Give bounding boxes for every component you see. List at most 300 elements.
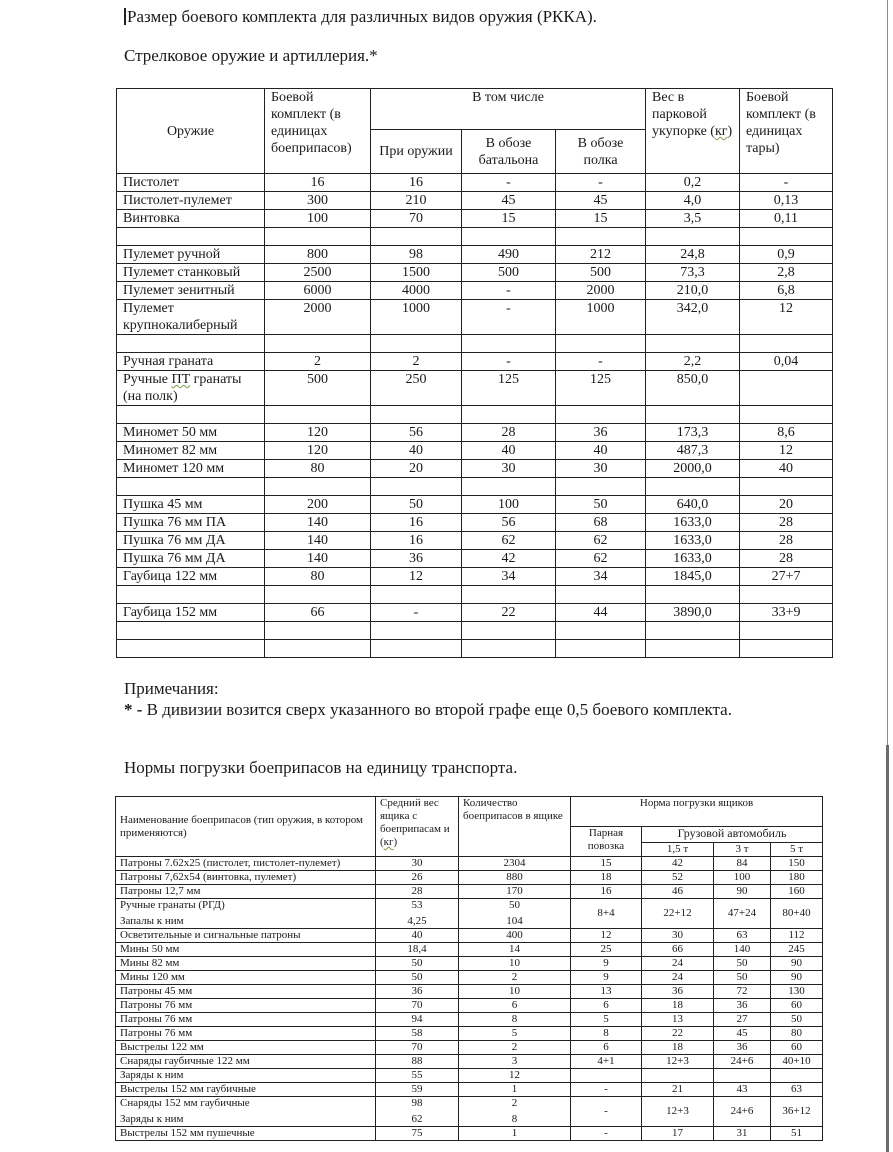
cell-regiment: -	[556, 174, 646, 192]
cell-name: Миномет 120 мм	[117, 460, 265, 478]
cell-weight: 850,0	[646, 371, 740, 406]
cell-t3: 50	[714, 957, 771, 971]
cell-packs: 0,04	[740, 353, 833, 371]
cell-t5: 51	[771, 1127, 823, 1141]
cell-cart: 4+1	[571, 1055, 642, 1069]
cell-set: 16	[265, 174, 371, 192]
cell-set: 140	[265, 550, 371, 568]
cell-at_weapon: 250	[371, 371, 462, 406]
cell-cart: -	[571, 1127, 642, 1141]
cell-name: Снаряды 152 мм гаубичные Заряды к ним	[116, 1097, 376, 1127]
cell-t3: 24+6	[714, 1097, 771, 1127]
table-row-spacer	[117, 622, 833, 640]
cell-set	[265, 335, 371, 353]
table-row	[116, 899, 823, 929]
cell-packs: 28	[740, 550, 833, 568]
cell-t3: 140	[714, 943, 771, 957]
table-row	[116, 857, 823, 871]
cell-weight: 40	[376, 929, 459, 943]
table-row	[117, 264, 833, 282]
header-weight: Вес в парковой укупорке (кг)	[646, 89, 740, 174]
cell-cart: 6	[571, 1041, 642, 1055]
cell-t5: 40+10	[771, 1055, 823, 1069]
cell-at_weapon: 36	[371, 550, 462, 568]
cell-weight: 88	[376, 1055, 459, 1069]
cell-name	[117, 335, 265, 353]
table-row	[116, 943, 823, 957]
cell-cart: 15	[571, 857, 642, 871]
cell-packs	[740, 228, 833, 246]
table-row	[116, 1013, 823, 1027]
cell-t5: 90	[771, 957, 823, 971]
section-title-loading-norms: Нормы погрузки боеприпасов на единицу транспорта.	[124, 758, 518, 777]
header-combat-set-units: Боевой комплект (в единицах боеприпасов)	[265, 89, 371, 174]
table-row-spacer	[117, 586, 833, 604]
table-row	[117, 550, 833, 568]
cell-battalion	[462, 406, 556, 424]
cell-regiment	[556, 406, 646, 424]
table-row	[117, 282, 833, 300]
table-row-spacer	[117, 335, 833, 353]
cell-battalion: 42	[462, 550, 556, 568]
cell-qty: 8	[459, 1013, 571, 1027]
cell-set: 800	[265, 246, 371, 264]
cell-t15: 12+3	[642, 1097, 714, 1127]
header-cart: Парная повозка	[571, 827, 642, 857]
cell-weight: 55	[376, 1069, 459, 1083]
cell-qty: 3	[459, 1055, 571, 1069]
cell-weight: 210,0	[646, 282, 740, 300]
cell-qty: 6	[459, 999, 571, 1013]
cell-set	[265, 586, 371, 604]
cell-t15: 12+3	[642, 1055, 714, 1069]
cell-t3	[714, 1069, 771, 1083]
cell-t3: 36	[714, 999, 771, 1013]
cell-name	[117, 622, 265, 640]
cell-name: Выстрелы 152 мм пушечные	[116, 1127, 376, 1141]
cell-regiment: 34	[556, 568, 646, 586]
cell-weight: 1633,0	[646, 514, 740, 532]
cell-t15: 22	[642, 1027, 714, 1041]
cell-battalion: 125	[462, 371, 556, 406]
cell-t5: 245	[771, 943, 823, 957]
cell-battalion: 15	[462, 210, 556, 228]
header-truck: Грузовой автомобиль	[642, 827, 823, 843]
cell-set: 6000	[265, 282, 371, 300]
table-row	[116, 871, 823, 885]
cell-name: Пушка 45 мм	[117, 496, 265, 514]
cell-weight: 3890,0	[646, 604, 740, 622]
cell-weight	[646, 586, 740, 604]
cell-packs	[740, 406, 833, 424]
cell-at_weapon	[371, 228, 462, 246]
cell-regiment: 62	[556, 532, 646, 550]
table-row	[117, 174, 833, 192]
cell-weight: 1633,0	[646, 532, 740, 550]
cell-regiment	[556, 640, 646, 658]
cell-t3: 45	[714, 1027, 771, 1041]
cell-regiment	[556, 228, 646, 246]
table-row	[116, 999, 823, 1013]
cell-weight: 2,2	[646, 353, 740, 371]
cell-weight: 30	[376, 857, 459, 871]
table-row	[116, 929, 823, 943]
cell-name	[117, 478, 265, 496]
cell-packs: 27+7	[740, 568, 833, 586]
cell-t15: 42	[642, 857, 714, 871]
cell-qty: 1	[459, 1083, 571, 1097]
cell-set	[265, 228, 371, 246]
cell-regiment: 45	[556, 192, 646, 210]
cell-name	[117, 586, 265, 604]
cell-packs: 12	[740, 300, 833, 335]
cell-t3: 36	[714, 1041, 771, 1055]
cell-weight: 26	[376, 871, 459, 885]
cell-t3: 27	[714, 1013, 771, 1027]
table-row-spacer	[117, 406, 833, 424]
cell-battalion: 30	[462, 460, 556, 478]
cell-packs	[740, 371, 833, 406]
table-row	[116, 957, 823, 971]
cell-name: Винтовка	[117, 210, 265, 228]
table-row	[117, 424, 833, 442]
table-row	[116, 1097, 823, 1127]
cell-qty: 880	[459, 871, 571, 885]
cell-t5: 130	[771, 985, 823, 999]
cell-at_weapon: 16	[371, 174, 462, 192]
cell-at_weapon: 20	[371, 460, 462, 478]
cell-set: 100	[265, 210, 371, 228]
page-edge-line	[887, 0, 888, 745]
cell-qty: 400	[459, 929, 571, 943]
cell-regiment: 36	[556, 424, 646, 442]
cell-t15: 30	[642, 929, 714, 943]
cell-t15: 18	[642, 999, 714, 1013]
cell-set: 500	[265, 371, 371, 406]
cell-cart: 5	[571, 1013, 642, 1027]
cell-weight: 70	[376, 1041, 459, 1055]
cell-t15: 52	[642, 871, 714, 885]
cell-t15: 22+12	[642, 899, 714, 929]
cell-set: 2000	[265, 300, 371, 335]
table-row	[117, 353, 833, 371]
cell-at_weapon: -	[371, 604, 462, 622]
cell-at_weapon: 16	[371, 532, 462, 550]
cell-name: Заряды к ним	[116, 1069, 376, 1083]
cell-weight	[646, 478, 740, 496]
cell-at_weapon: 1000	[371, 300, 462, 335]
cell-cart: 9	[571, 971, 642, 985]
cell-packs: 8,6	[740, 424, 833, 442]
table-row	[117, 460, 833, 478]
cell-packs	[740, 478, 833, 496]
cell-name: Пулемет крупнокалиберный	[117, 300, 265, 335]
cell-t3: 72	[714, 985, 771, 999]
cell-t5: 36+12	[771, 1097, 823, 1127]
cell-battalion: 100	[462, 496, 556, 514]
table-row	[117, 371, 833, 406]
cell-name: Пушка 76 мм ДА	[117, 532, 265, 550]
cell-weight: 4,0	[646, 192, 740, 210]
cell-regiment: 15	[556, 210, 646, 228]
cell-regiment: 68	[556, 514, 646, 532]
cell-cart	[571, 1069, 642, 1083]
table-row-spacer	[117, 228, 833, 246]
document-title[interactable]: Размер боевого комплекта для различных видов оружия (РККА).	[124, 7, 597, 27]
cell-at_weapon: 50	[371, 496, 462, 514]
cell-set	[265, 406, 371, 424]
cell-weight: 342,0	[646, 300, 740, 335]
cell-battalion	[462, 622, 556, 640]
table-row	[117, 300, 833, 335]
cell-name: Патроны 76 мм	[116, 1013, 376, 1027]
table-row	[116, 985, 823, 999]
cell-name: Патроны 12,7 мм	[116, 885, 376, 899]
cell-t3: 100	[714, 871, 771, 885]
cell-qty: 10	[459, 957, 571, 971]
cell-regiment: 125	[556, 371, 646, 406]
header-qty: Количество боеприпасов в ящике	[459, 797, 571, 857]
cell-packs: 33+9	[740, 604, 833, 622]
cell-name	[117, 406, 265, 424]
cell-regiment: 1000	[556, 300, 646, 335]
cell-t15: 21	[642, 1083, 714, 1097]
cell-at_weapon: 40	[371, 442, 462, 460]
cell-weight: 94	[376, 1013, 459, 1027]
cell-qty: 170	[459, 885, 571, 899]
cell-weight: 173,3	[646, 424, 740, 442]
cell-battalion: 40	[462, 442, 556, 460]
cell-battalion: 34	[462, 568, 556, 586]
cell-name: Патроны 45 мм	[116, 985, 376, 999]
cell-battalion	[462, 640, 556, 658]
cell-at_weapon: 98	[371, 246, 462, 264]
cell-packs: 0,11	[740, 210, 833, 228]
header-avg-weight: Средний вес ящика с боеприпасам и (кг)	[376, 797, 459, 857]
cell-set: 2	[265, 353, 371, 371]
cell-t5: 63	[771, 1083, 823, 1097]
cell-weight: 18,4	[376, 943, 459, 957]
cell-t5: 80	[771, 1027, 823, 1041]
cell-packs: 2,8	[740, 264, 833, 282]
cell-battalion: 62	[462, 532, 556, 550]
cell-t5	[771, 1069, 823, 1083]
table-row	[116, 1041, 823, 1055]
cell-t15	[642, 1069, 714, 1083]
cell-t3: 24+6	[714, 1055, 771, 1069]
cell-name: Выстрелы 152 мм гаубичные	[116, 1083, 376, 1097]
cell-t5: 112	[771, 929, 823, 943]
table-row	[116, 1055, 823, 1069]
cell-weight	[646, 335, 740, 353]
header-at-weapon: При оружии	[371, 130, 462, 174]
cell-t3: 90	[714, 885, 771, 899]
header-truck-5t: 5 т	[771, 843, 823, 857]
cell-t5: 150	[771, 857, 823, 871]
section-title-small-arms[interactable]: Стрелковое оружие и артиллерия.*	[124, 46, 378, 65]
cell-qty: 2	[459, 971, 571, 985]
table-row	[117, 246, 833, 264]
cell-weight: 3,5	[646, 210, 740, 228]
cell-name: Патроны 76 мм	[116, 999, 376, 1013]
cell-weight: 59	[376, 1083, 459, 1097]
cell-t3: 50	[714, 971, 771, 985]
cell-name	[117, 228, 265, 246]
cell-weight: 98 62	[376, 1097, 459, 1127]
cell-t5: 60	[771, 1041, 823, 1055]
cell-qty: 10	[459, 985, 571, 999]
cell-cart: 12	[571, 929, 642, 943]
cell-t15: 24	[642, 971, 714, 985]
cell-name: Ручная граната	[117, 353, 265, 371]
cell-weight	[646, 228, 740, 246]
cell-qty: 14	[459, 943, 571, 957]
cell-set: 80	[265, 568, 371, 586]
cell-name	[117, 640, 265, 658]
cell-cart: 6	[571, 999, 642, 1013]
cell-name: Ручные гранаты (РГД) Запалы к ним	[116, 899, 376, 929]
cell-weight: 1633,0	[646, 550, 740, 568]
cell-name: Пушка 76 мм ПА	[117, 514, 265, 532]
cell-at_weapon	[371, 478, 462, 496]
cell-weight: 487,3	[646, 442, 740, 460]
header-truck-3t: 3 т	[714, 843, 771, 857]
cell-at_weapon: 1500	[371, 264, 462, 282]
cell-battalion: 56	[462, 514, 556, 532]
cell-cart: -	[571, 1083, 642, 1097]
cell-name: Миномет 82 мм	[117, 442, 265, 460]
cell-cart: 25	[571, 943, 642, 957]
loading-norms-table[interactable]	[115, 796, 823, 1141]
cell-battalion: 45	[462, 192, 556, 210]
cell-name: Выстрелы 122 мм	[116, 1041, 376, 1055]
cell-weight: 53 4,25	[376, 899, 459, 929]
cell-regiment: 50	[556, 496, 646, 514]
cell-set: 200	[265, 496, 371, 514]
cell-at_weapon: 56	[371, 424, 462, 442]
cell-packs	[740, 586, 833, 604]
cell-t3: 31	[714, 1127, 771, 1141]
cell-weight	[646, 406, 740, 424]
header-combat-set-packs: Боевой комплект (в единицах тары)	[740, 89, 833, 174]
cell-cart: -	[571, 1097, 642, 1127]
table-row	[116, 971, 823, 985]
cell-name: Патроны 7.62x25 (пистолет, пистолет-пулемет)	[116, 857, 376, 871]
table-row-spacer	[117, 478, 833, 496]
text-cursor	[124, 8, 126, 25]
cell-name: Осветительные и сигнальные патроны	[116, 929, 376, 943]
cell-qty: 1	[459, 1127, 571, 1141]
cell-t15: 36	[642, 985, 714, 999]
cell-battalion: 500	[462, 264, 556, 282]
header-ammo-name: Наименование боеприпасов (тип оружия, в котором применяются)	[116, 797, 376, 857]
table-row	[116, 1027, 823, 1041]
cell-regiment	[556, 586, 646, 604]
cell-name: Мины 50 мм	[116, 943, 376, 957]
cell-name: Пулемет зенитный	[117, 282, 265, 300]
cell-t5: 60	[771, 999, 823, 1013]
cell-set	[265, 640, 371, 658]
cell-set: 120	[265, 424, 371, 442]
cell-qty: 12	[459, 1069, 571, 1083]
cell-regiment: 2000	[556, 282, 646, 300]
combat-set-table[interactable]	[116, 88, 833, 658]
cell-at_weapon: 4000	[371, 282, 462, 300]
cell-regiment: 40	[556, 442, 646, 460]
notes-title: Примечания:	[124, 679, 219, 698]
cell-name: Мины 82 мм	[116, 957, 376, 971]
cell-name: Пистолет-пулемет	[117, 192, 265, 210]
cell-packs: -	[740, 174, 833, 192]
table-row	[116, 1083, 823, 1097]
cell-t5: 160	[771, 885, 823, 899]
cell-cart: 18	[571, 871, 642, 885]
cell-qty: 2	[459, 1041, 571, 1055]
cell-t15: 13	[642, 1013, 714, 1027]
cell-packs	[740, 335, 833, 353]
cell-set	[265, 478, 371, 496]
cell-t3: 84	[714, 857, 771, 871]
header-regiment-train: В обозе полка	[556, 130, 646, 174]
cell-name: Пистолет	[117, 174, 265, 192]
table-row	[116, 885, 823, 899]
cell-battalion: -	[462, 353, 556, 371]
cell-cart: 8	[571, 1027, 642, 1041]
cell-regiment	[556, 478, 646, 496]
scrollbar-edge	[886, 745, 889, 1152]
cell-qty: 2 8	[459, 1097, 571, 1127]
table-row	[117, 532, 833, 550]
cell-regiment: 500	[556, 264, 646, 282]
cell-weight: 50	[376, 971, 459, 985]
cell-weight	[646, 640, 740, 658]
cell-weight: 24,8	[646, 246, 740, 264]
cell-set: 140	[265, 514, 371, 532]
cell-name: Гаубица 152 мм	[117, 604, 265, 622]
table-row	[116, 1069, 823, 1083]
cell-at_weapon	[371, 335, 462, 353]
table-row	[116, 1127, 823, 1141]
cell-packs: 0,9	[740, 246, 833, 264]
table-row	[117, 568, 833, 586]
cell-cart: 13	[571, 985, 642, 999]
cell-battalion	[462, 228, 556, 246]
cell-at_weapon	[371, 622, 462, 640]
cell-battalion	[462, 586, 556, 604]
cell-t15: 18	[642, 1041, 714, 1055]
cell-set: 120	[265, 442, 371, 460]
cell-name: Миномет 50 мм	[117, 424, 265, 442]
cell-weight: 70	[376, 999, 459, 1013]
table-row	[117, 604, 833, 622]
cell-battalion: -	[462, 282, 556, 300]
cell-set: 2500	[265, 264, 371, 282]
cell-weight: 2000,0	[646, 460, 740, 478]
cell-weight: 75	[376, 1127, 459, 1141]
table-row	[117, 496, 833, 514]
cell-regiment: 30	[556, 460, 646, 478]
cell-at_weapon: 2	[371, 353, 462, 371]
cell-at_weapon: 12	[371, 568, 462, 586]
cell-regiment	[556, 622, 646, 640]
cell-at_weapon: 210	[371, 192, 462, 210]
table-row	[117, 514, 833, 532]
cell-regiment: 212	[556, 246, 646, 264]
cell-packs: 28	[740, 532, 833, 550]
cell-packs: 20	[740, 496, 833, 514]
table-row	[117, 192, 833, 210]
cell-qty: 2304	[459, 857, 571, 871]
